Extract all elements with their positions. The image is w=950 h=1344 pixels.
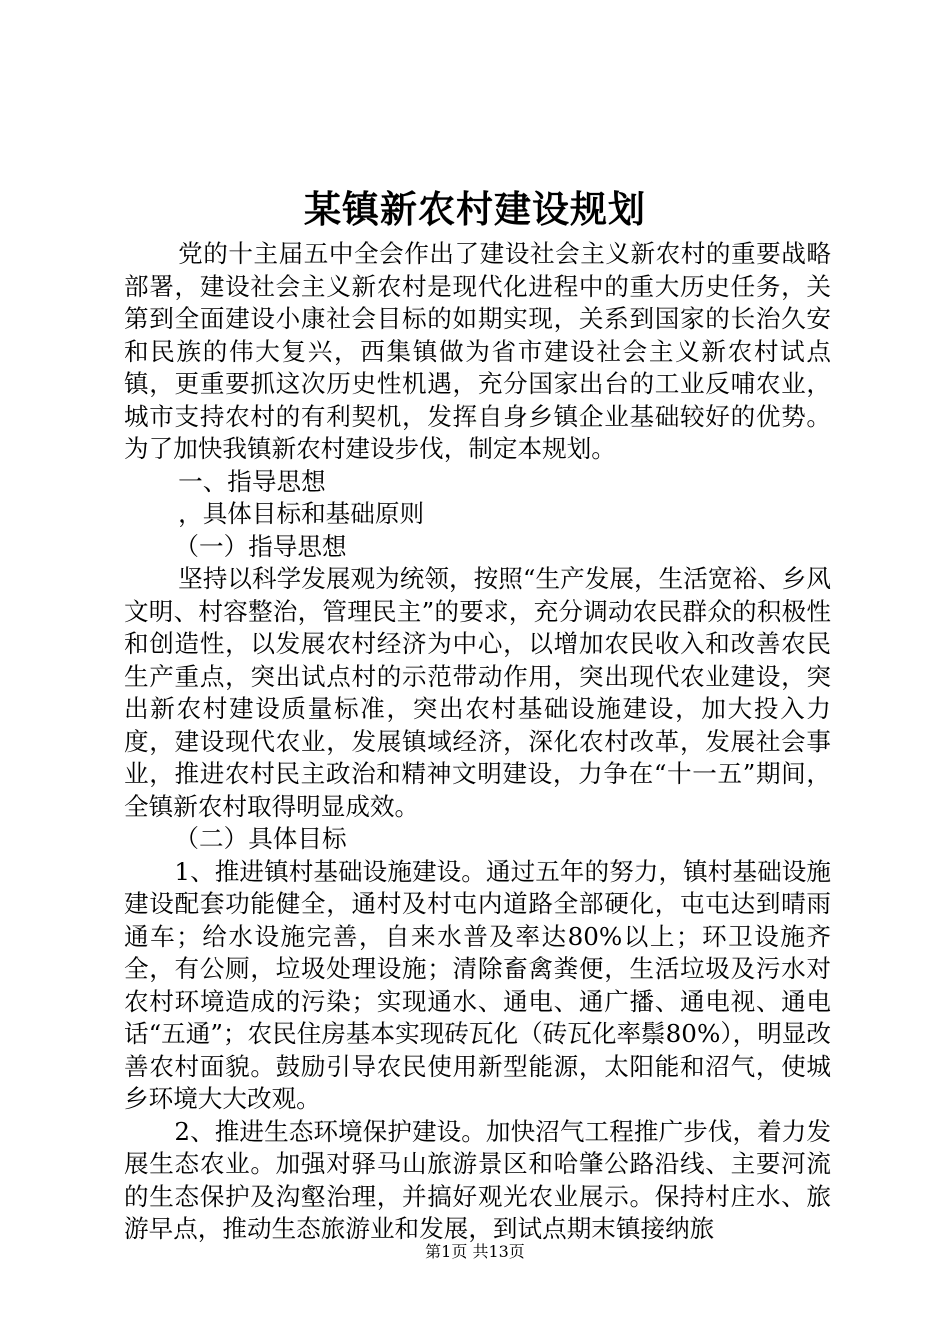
paragraph-intro: 党的十主届五中全会作出了建设社会主义新农村的重要战略部署，建设社会主义新农村是现代化进程中的重大历史任务，关第到全面建设小康社会目标的如期实现，关系到国家的长治久安和民族的伟大复兴，西集镇做为省市建设社会主义新农村试点镇，更重要抓这次历史性机遇，充分国家出台的工业反哺农业，城市支持农村的有利契机，发挥自身乡镇企业基础较好的优势。为了加快我镇新农村建设步伐，制定本规划。 (124, 239, 831, 463)
paragraph-ecology: 2、推进生态环境保护建设。加快沼气工程推广步伐，着力发展生态农业。加强对驿马山旅游景区和哈肇公路沿线、主要河流的生态保护及沟壑治理，并搞好观光农业展示。保持村庄水、旅游早点，推动生态旅游业和发展，到试点期末镇接纳旅 (124, 1116, 831, 1243)
document-body (124, 238, 831, 1246)
subheading-guiding-ideology: （一）指导思想 (174, 531, 347, 561)
paragraph-guiding-ideology: 坚持以科学发展观为统领，按照“生产发展，生活宽裕、乡风文明、村容整治，管理民主”的要求，充分调动农民群众的积极性和创造性，以发展农村经济为中心，以增加农民收入和改善农民生产重点，突出试点村的示范带动作用，突出现代农业建设，突出新农村建设质量标准，突出农村基础设施建设，加大投入力度，建设现代农业，发展镇域经济，深化农村改革，发展社会事业，推进农村民主政治和精神文明建设，力争在“十一五”期间，全镇新农村取得明显成效。 (124, 564, 831, 821)
paragraph-infrastructure: 1、推进镇村基础设施建设。通过五年的努力，镇村基础设施建设配套功能健全，通村及村屯内道路全部硬化，屯屯达到晴雨通车；给水设施完善，自来水普及率达80%以上；环卫设施齐全，有公厕，垃圾处理设施；清除畜禽粪便，生活垃圾及污水对农村环境造成的污染；实现通水、通电、通广播、通电视、通电话“五通”；农民住房基本实现砖瓦化（砖瓦化率鬃80%），明显改善农村面貌。鼓励引导农民使用新型能源，太阳能和沼气，使城乡环境大大改观。 (124, 856, 831, 1113)
page-footer: 第1页 共13页 (425, 1242, 525, 1261)
document-title: 某镇新农村建设规划 (304, 187, 646, 231)
subheading-specific-goals: （二）具体目标 (174, 824, 347, 853)
heading-guiding-ideology: 一、指导思想 (178, 466, 326, 496)
heading-goals-principles: ，具体目标和基础原则 (178, 499, 425, 528)
